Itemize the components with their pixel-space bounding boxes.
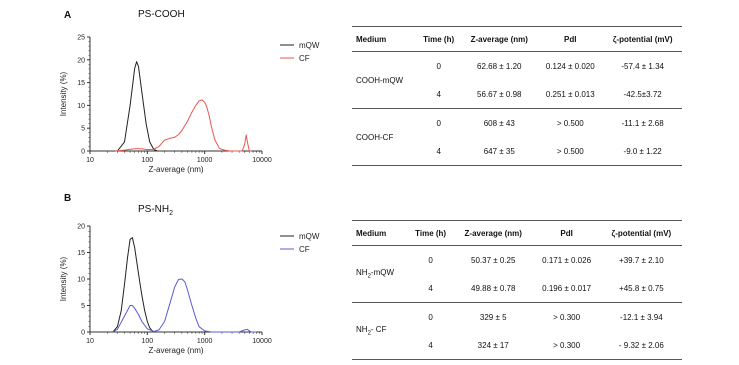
y-axis-label: Intensity (%) bbox=[59, 256, 68, 302]
y-tick-label: 15 bbox=[77, 250, 85, 257]
medium-cell: COOH-CF bbox=[352, 109, 416, 166]
time-cell: 0 bbox=[428, 255, 433, 265]
x-tick-label: 10000 bbox=[252, 157, 272, 164]
x-tick-label: 1000 bbox=[196, 338, 213, 345]
panel-a-letter: A bbox=[64, 10, 72, 21]
zeta-potential-cell: -12.1 ± 3.94 bbox=[620, 312, 663, 322]
x-tick-label: 10 bbox=[86, 338, 94, 345]
z-average-cell: 49.88 ± 0.78 bbox=[454, 274, 532, 303]
time-cell: 4 bbox=[416, 137, 461, 166]
pdi-cell: > 0.300 bbox=[532, 331, 600, 360]
series-line-cf bbox=[116, 100, 252, 151]
time-cell: 4 bbox=[407, 274, 454, 303]
legend-label-cf: CF bbox=[299, 54, 310, 63]
table-header-row bbox=[352, 221, 682, 246]
table-row bbox=[352, 52, 682, 81]
panel-b-letter: B bbox=[64, 193, 72, 204]
x-tick-label: 1000 bbox=[196, 157, 213, 164]
zeta-potential-cell: -9.0 ± 1.22 bbox=[603, 137, 682, 166]
table-header-cell: Time (h) bbox=[416, 27, 461, 52]
medium-cell: COOH-mQW bbox=[352, 52, 416, 109]
pdi-cell: > 0.500 bbox=[556, 118, 584, 128]
panel-b-title-main: PS-NH bbox=[138, 204, 170, 215]
legend-label-cf: CF bbox=[299, 245, 310, 254]
z-average-cell: 56.67 ± 0.98 bbox=[461, 80, 537, 109]
y-tick-label: 0 bbox=[81, 329, 85, 337]
pdi-cell: 0.196 ± 0.017 bbox=[532, 274, 600, 303]
table-header-row bbox=[352, 27, 682, 52]
table-header-cell: PdI bbox=[532, 221, 600, 246]
pdi-cell: 0.251 ± 0.013 bbox=[537, 80, 603, 109]
y-tick-label: 10 bbox=[77, 276, 85, 284]
panel-b-title-sub: 2 bbox=[169, 210, 174, 217]
pdi-cell: 0.171 ± 0.026 bbox=[542, 255, 592, 265]
table-row bbox=[352, 303, 682, 332]
z-average-cell: 329 ± 5 bbox=[479, 312, 507, 322]
time-cell: 0 bbox=[436, 61, 441, 71]
z-average-cell: 647 ± 35 bbox=[461, 137, 537, 166]
medium-cell: $NH_2-$ CF bbox=[352, 303, 407, 360]
series-line-cf bbox=[113, 279, 257, 332]
panel-b-table bbox=[352, 220, 682, 360]
y-tick-label: 0 bbox=[81, 148, 85, 156]
table-header-cell: ζ-potential (mV) bbox=[603, 27, 682, 52]
zeta-potential-cell: - 9.32 ± 2.06 bbox=[601, 331, 682, 360]
x-tick-label: 10000 bbox=[252, 338, 272, 345]
x-tick-label: 100 bbox=[141, 338, 154, 345]
series-line-mqw bbox=[117, 62, 157, 151]
y-tick-label: 25 bbox=[77, 34, 85, 42]
y-tick-label: 5 bbox=[81, 303, 85, 310]
time-cell: 4 bbox=[407, 331, 454, 360]
medium-cell: $NH_2$-mQW bbox=[352, 246, 407, 303]
time-cell: 4 bbox=[416, 80, 461, 109]
table-row bbox=[352, 109, 682, 138]
x-axis-label: Z-average (nm) bbox=[148, 346, 204, 355]
zeta-potential-cell: +39.7 ± 2.10 bbox=[619, 255, 664, 265]
z-average-cell: 608 ± 43 bbox=[483, 118, 515, 128]
panel-a-chart bbox=[40, 20, 360, 195]
series-line-mqw bbox=[113, 238, 154, 332]
panel-a-chart-title: PS-COOH bbox=[138, 9, 185, 20]
x-tick-label: 10 bbox=[86, 157, 94, 164]
table-row bbox=[352, 246, 682, 275]
y-tick-label: 5 bbox=[81, 125, 85, 133]
y-axis-label: Intensity (%) bbox=[59, 71, 68, 117]
table-header-cell: Z-average (nm) bbox=[454, 221, 532, 246]
panel-b-chart bbox=[40, 212, 360, 362]
pdi-cell: > 0.300 bbox=[553, 312, 581, 322]
y-tick-label: 15 bbox=[77, 80, 85, 88]
table-header-cell: Medium bbox=[352, 221, 407, 246]
z-average-cell: 62.68 ± 1.20 bbox=[477, 61, 522, 71]
pdi-cell: 0.124 ± 0.020 bbox=[545, 61, 595, 71]
table-header-cell: PdI bbox=[537, 27, 603, 52]
time-cell: 0 bbox=[436, 118, 441, 128]
panel-a-table bbox=[352, 26, 682, 166]
time-cell: 0 bbox=[428, 312, 433, 322]
x-tick-label: 100 bbox=[141, 157, 154, 164]
table-header-cell: Z-average (nm) bbox=[461, 27, 537, 52]
zeta-potential-cell: -57.4 ± 1.34 bbox=[621, 61, 664, 71]
z-average-cell: 324 ± 17 bbox=[454, 331, 532, 360]
zeta-potential-cell: +45.8 ± 0.75 bbox=[601, 274, 682, 303]
table-header-cell: ζ-potential (mV) bbox=[601, 221, 682, 246]
y-tick-label: 10 bbox=[77, 102, 85, 110]
legend-label-mqw: mQW bbox=[299, 232, 320, 241]
zeta-potential-cell: -42.5±3.72 bbox=[603, 80, 682, 109]
legend-label-mqw: mQW bbox=[299, 41, 320, 50]
y-tick-label: 20 bbox=[77, 57, 85, 65]
y-tick-label: 20 bbox=[77, 223, 85, 231]
table-header-cell: Medium bbox=[352, 27, 416, 52]
x-axis-label: Z-average (nm) bbox=[148, 165, 204, 174]
pdi-cell: > 0.500 bbox=[537, 137, 603, 166]
table-header-cell: Time (h) bbox=[407, 221, 454, 246]
z-average-cell: 50.37 ± 0.25 bbox=[471, 255, 516, 265]
zeta-potential-cell: -11.1 ± 2.68 bbox=[621, 118, 664, 128]
